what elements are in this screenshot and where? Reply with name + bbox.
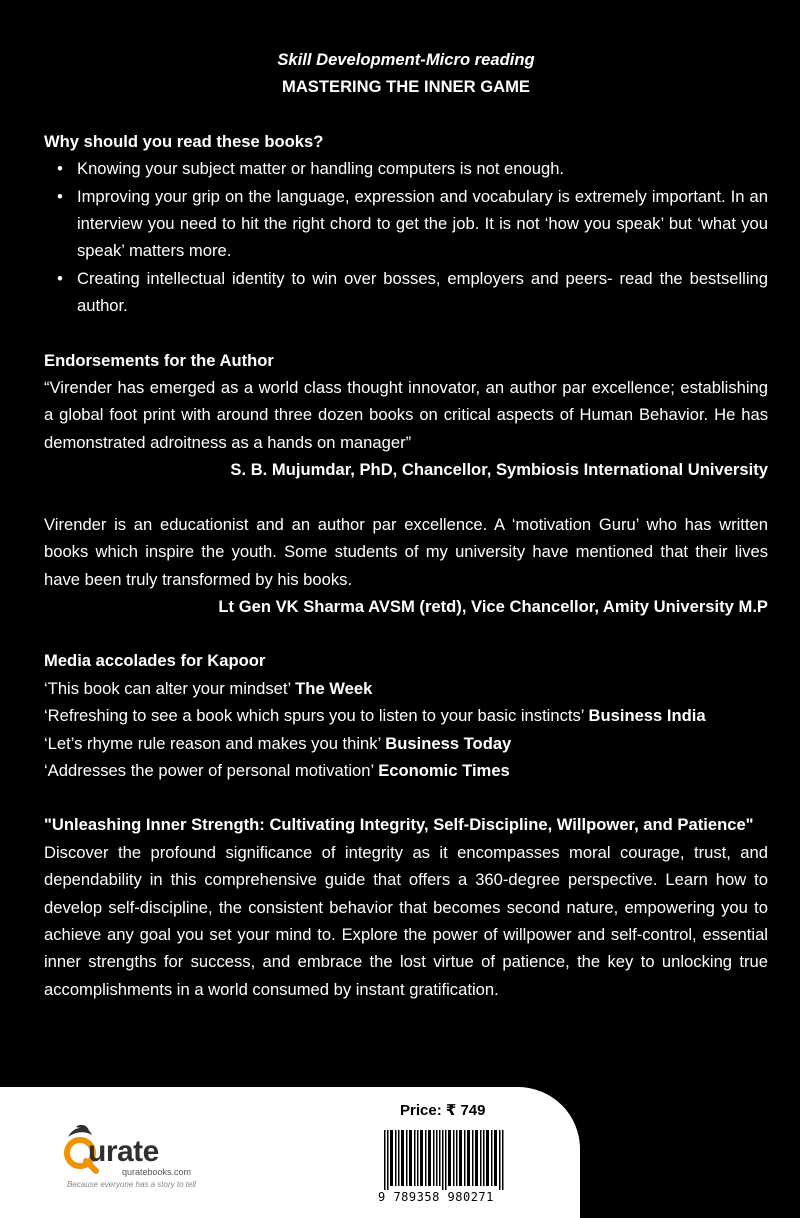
bullet-text: Knowing your subject matter or handling computers is not enough. <box>77 159 565 179</box>
why-heading: Why should you read these books? <box>44 131 324 151</box>
accolade-quote: ‘Let’s rhyme rule reason and makes you think’ <box>44 733 386 753</box>
media-accolade <box>44 702 768 729</box>
logo-wordmark: urate <box>88 1135 159 1168</box>
endorsement-quote-1: “Virender has emerged as a world class thought innovator, an author par excellence; establishing a global foot print with around three dozen books on critical aspects of Human Behavior. He has demonstrated adroitness as a hands on manager” <box>44 378 768 452</box>
list-item <box>44 183 768 265</box>
bullet-icon: • <box>57 159 63 179</box>
list-item <box>44 265 768 320</box>
media-heading: Media accolades for Kapoor <box>44 651 266 671</box>
book-description: Discover the profound significance of integrity as it encompasses moral courage, trust, and dependability in this comprehensive guide that offers a 360-degree perspective. Learn how to develop self-discipline, the consistent behavior that becomes second nature, empowering you to achieve any goal you set your mind to. Explore the power of willpower and self-control, essential inner strengths for success, and embrace the lost virtue of patience, the key to unlocking true accomplishments in a world consumed by instant gratification. <box>44 842 768 999</box>
bullet-text: Improving your grip on the language, expression and vocabulary is extremely important. In an interview you need to hit the right chord to get the job. It is not ‘how you speak’ but ‘what you speak’ matters more. <box>77 186 768 261</box>
isbn-number: 9 789358 980271 <box>378 1190 494 1204</box>
accolade-source: The Week <box>295 678 373 698</box>
endorsement-attribution-1: S. B. Mujumdar, PhD, Chancellor, Symbiosis International University <box>230 460 768 480</box>
series-title: Skill Development-Micro reading <box>277 50 535 69</box>
endorsement-attribution-2: Lt Gen VK Sharma AVSM (retd), Vice Chancellor, Amity University M.P <box>218 596 768 616</box>
barcode-panel <box>372 1101 517 1213</box>
cover-footer <box>0 1087 800 1218</box>
back-cover-text <box>44 46 768 1003</box>
isbn-barcode <box>384 1130 506 1190</box>
accolade-quote: ‘This book can alter your mindset’ <box>44 678 296 698</box>
media-accolade <box>44 757 768 784</box>
media-accolade <box>44 675 768 702</box>
accolade-source: Business Today <box>385 733 512 753</box>
publisher-logo <box>62 1123 222 1193</box>
bullet-text: Creating intellectual identity to win over bosses, employers and peers- read the bestselling author. <box>77 268 768 316</box>
accolade-source: Business India <box>588 706 706 726</box>
list-item <box>44 155 768 182</box>
logo-website: quratebooks.com <box>122 1167 192 1177</box>
book-title: MASTERING THE INNER GAME <box>282 77 530 97</box>
price-label: Price: ₹ 749 <box>400 1102 486 1119</box>
endorsements-heading: Endorsements for the Author <box>44 350 274 370</box>
bullet-icon: • <box>57 268 63 288</box>
endorsement-quote-2: Virender is an educationist and an author par excellence. A ‘motivation Guru’ who has written books which inspire the youth. Some students of my university have mentioned that their lives have been truly transformed by his books. <box>44 514 768 589</box>
accolade-quote: ‘Addresses the power of personal motivation’ <box>44 760 379 780</box>
accolade-source: Economic Times <box>378 760 510 780</box>
why-list <box>44 155 768 319</box>
media-accolade <box>44 730 768 757</box>
accolade-quote: ‘Refreshing to see a book which spurs you to listen to your basic instincts’ <box>44 706 589 726</box>
logo-tagline: Because everyone has a story to tell <box>67 1180 196 1189</box>
book-heading: "Unleashing Inner Strength: Cultivating Integrity, Self-Discipline, Willpower, and Patience" <box>44 815 754 835</box>
bullet-icon: • <box>57 186 63 206</box>
footer-panel <box>0 1087 580 1218</box>
